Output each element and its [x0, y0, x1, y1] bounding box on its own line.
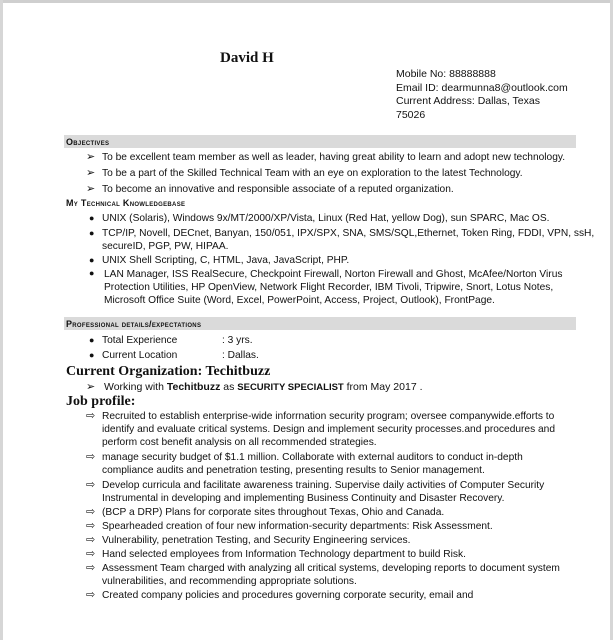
tech-item: UNIX Shell Scripting, C, HTML, Java, JavaScript, PHP. — [102, 255, 350, 266]
job-item: Recruited to establish enterprise-wide inforrnation security program; oversee companywide.efforts to — [102, 411, 555, 422]
hollow-arrow-icon: ⇨ — [86, 410, 96, 422]
objectives-bar — [64, 135, 576, 148]
location-label: Current Location — [102, 350, 178, 361]
hollow-arrow-icon: ⇨ — [86, 479, 96, 491]
tech-item-cont: Protection Utilities, HP OpenView, Network Flight Recorder, IBM Tivoli, Tripwire, Snort, Lotus Notes, — [104, 282, 554, 293]
address-line-1: Current Address: Dallas, Texas — [396, 95, 540, 107]
bullet-dot-icon: ● — [89, 213, 95, 223]
objective-item: To be excellent team member as well as leader, having great ability to learn and adopt new technology. — [102, 152, 566, 163]
hollow-arrow-icon: ⇨ — [86, 506, 96, 518]
hollow-arrow-icon: ⇨ — [86, 548, 96, 560]
mobile-number: Mobile No: 88888888 — [396, 68, 496, 80]
working-prefix: Working with — [104, 381, 164, 393]
tech-item: TCP/IP, Novell, DECnet, Banyan, 150/051, IPX/SPX, SNA, SMS/SQL,Ethernet, Token Ring, FDDI, VPN, ssH, — [102, 228, 595, 239]
role-title: SECURITY SPECIALIST — [237, 382, 344, 393]
arrow-bullet-icon: ➢ — [86, 183, 96, 195]
address-line-2: 75026 — [396, 108, 426, 121]
bullet-dot-icon: ● — [89, 228, 95, 238]
job-item: Spearheaded creation of four new information-security departments: Risk Assessment. — [102, 521, 493, 532]
hollow-arrow-icon: ⇨ — [86, 451, 96, 463]
job-item-cont: vulnerabilities, and recommending appropriate solutions. — [102, 576, 357, 587]
job-item-cont: identify and evaluate critical systems. Design and implement security processes.and procedures and — [102, 424, 556, 435]
bullet-dot-icon: ● — [89, 350, 95, 360]
bullet-dot-icon: ● — [89, 255, 95, 265]
arrow-bullet-icon: ➢ — [86, 167, 96, 179]
job-profile-heading: Job profile: — [66, 394, 136, 409]
job-item: Created company policies and procedures governing corporate security, email and — [102, 590, 474, 601]
professional-title: Professional details/expectations — [66, 319, 202, 329]
contact-block — [396, 68, 568, 122]
tech-item: LAN Manager, ISS RealSecure, Checkpoint Firewall, Norton Firewall and Ghost, McAfee/Norton Virus — [104, 269, 563, 280]
experience-label: Total Experience — [102, 335, 178, 346]
job-item: (BCP a DRP) Plans for corporate sites throughout Texas, Ohio and Canada. — [102, 507, 445, 518]
tech-title: My Technical Knowledgebase — [66, 198, 186, 208]
tech-item-cont: secureID, PGP, PW, HIPAA. — [102, 241, 229, 252]
job-item: Hand selected employees from Information Technology department to build Risk. — [102, 549, 466, 560]
hollow-arrow-icon: ⇨ — [86, 534, 96, 546]
job-item-cont: perform cost benefit analysis on all recommended strategies. — [102, 437, 377, 448]
objective-item: To be a part of the Skilled Technical Team with an eye on exploration to the latest Technology. — [102, 168, 523, 179]
organization-heading: Current Organization: Techitbuzz — [66, 364, 271, 379]
objectives-title: Objectives — [66, 137, 110, 147]
company-name: Techitbuzz — [166, 381, 221, 393]
experience-value: : 3 yrs. — [222, 335, 253, 346]
working-from: from May 2017 . — [346, 381, 423, 393]
hollow-arrow-icon: ⇨ — [86, 589, 96, 601]
hollow-arrow-icon: ⇨ — [86, 562, 96, 574]
bullet-dot-icon: ● — [89, 268, 95, 278]
bullet-dot-icon: ● — [89, 335, 95, 345]
email-address: Email ID: dearmunna8@outlook.com — [396, 81, 568, 94]
job-item: Vulnerability, penetration Testing, and Security Engineering services. — [102, 535, 411, 546]
job-item: Assessment Team charged with analyzing all critical systems, developing reports to document system — [102, 563, 560, 574]
job-item-cont: Instrumental in developing and implementing Business Continuity and Disaster Recovery. — [102, 493, 505, 504]
arrow-bullet-icon: ➢ — [86, 381, 96, 393]
working-as: as — [223, 381, 235, 393]
job-item-cont: compliance audits and penetration testing, presenting results to Senior management. — [102, 465, 485, 476]
hollow-arrow-icon: ⇨ — [86, 520, 96, 532]
arrow-bullet-icon: ➢ — [86, 151, 96, 163]
location-value: : Dallas. — [222, 350, 259, 361]
tech-item-cont: Microsoft Office Suite (Word, Excel, PowerPoint, Access, Project, Outlook), FrontPage. — [104, 295, 495, 306]
working-line — [104, 381, 423, 393]
candidate-name: David H — [220, 50, 274, 66]
job-item: Develop curricula and facilitate awareness training. Supervise daily activities of Computer Security — [102, 480, 545, 491]
job-item: manage security budget of $1.1 million. Collaborate with external auditors to conduct in-depth — [102, 452, 523, 463]
tech-item: UNIX (Solaris), Windows 9x/MT/2000/XP/Vista, Linux (Red Hat, yellow Dog), sun SPARC, Mac OS. — [102, 213, 550, 224]
objective-item: To become an innovative and responsible associate of a reputed organization. — [102, 184, 454, 195]
